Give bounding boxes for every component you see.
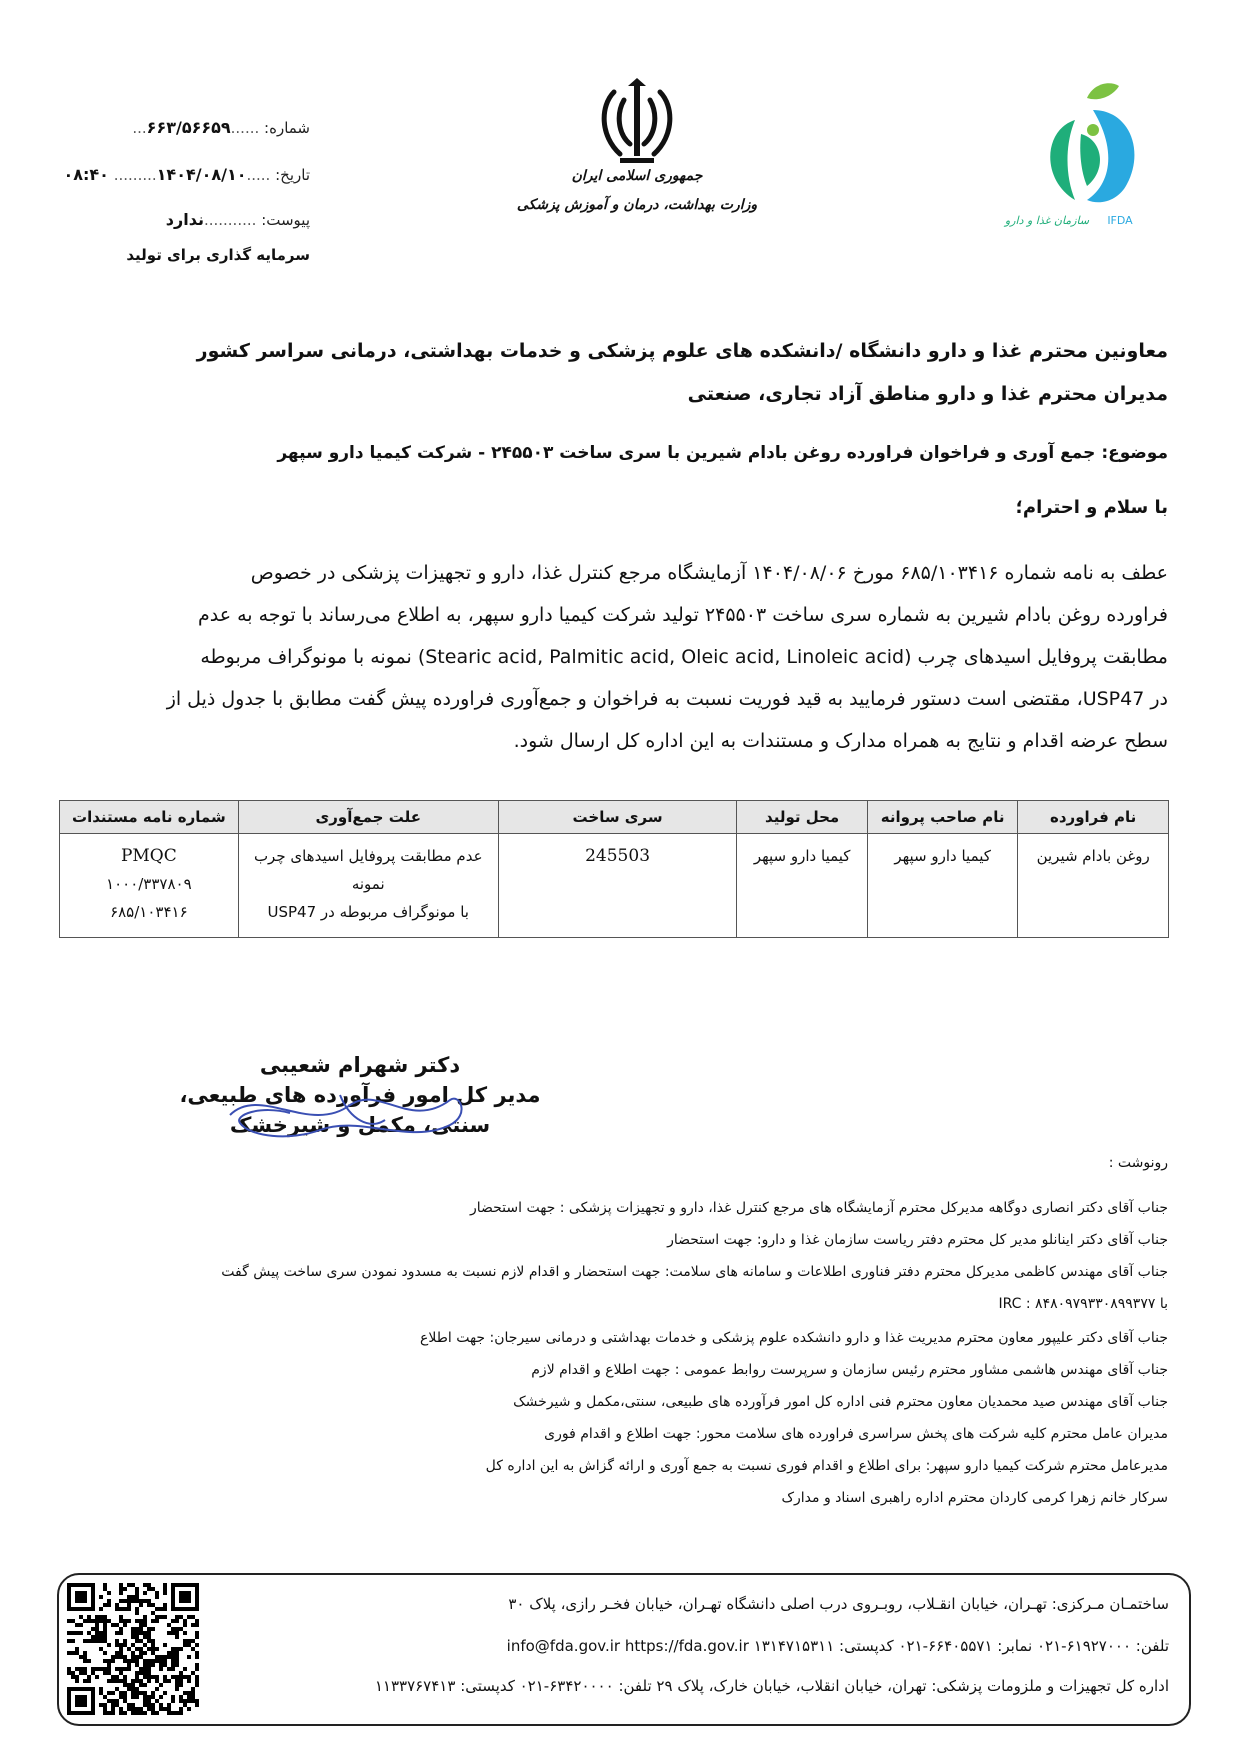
letter-date-label: تاریخ: — [275, 166, 310, 184]
iran-emblem-icon — [592, 78, 682, 168]
ifda-logo-icon — [1035, 80, 1155, 230]
cell-manufacturer: کیمیا دارو سپهر — [737, 834, 868, 938]
cc-line-6: جناب آقای مهندس هاشمی مشاور محترم رئیس سازمان و سرپرست روابط عمومی : جهت اطلاع و اقدام لازم — [531, 1362, 1168, 1378]
th-reason: علت جمع‌آوری — [238, 801, 498, 834]
cc-label: رونوشت : — [1108, 1155, 1168, 1171]
cc-line-2: جناب آقای دکتر اینانلو مدیر کل محترم دفتر ریاست سازمان غذا و دارو: جهت استحضار — [667, 1232, 1168, 1248]
cell-reason — [238, 834, 498, 938]
body-line-4: در USP47، مقتضی است دستور فرمایید به قید فوریت نسبت به فراخوان و جمع‌آوری فراورده پیش گفت مطابق با جدول ذیل از — [166, 688, 1168, 710]
letter-number-value: ۶۶۳/۵۶۶۵۹ — [146, 118, 231, 137]
footer-line-1: ساختمـان مـرکزی: تهـران، خیابان انقـلاب، روبـروی درب اصلی دانشگاه تهـران، خیابان فخـر رازی، پلاک ۳۰ — [508, 1595, 1169, 1613]
th-doc-number: شماره نامه مستندات — [60, 801, 239, 834]
cc-line-3: جناب آقای مهندس کاظمی مدیرکل محترم دفتر فناوری اطلاعات و سامانه های سلامت: جهت استحضار و اقدام لازم نسبت به مسدود نمودن سری ساخت پیش گفت — [221, 1264, 1168, 1280]
table-row — [60, 834, 1169, 938]
cc-line-1: جناب آقای دکتر انصاری دوگاهه مدیرکل محترم آزمایشگاه های مرجع کنترل غذا، دارو و تجهیزات پزشکی : جهت استحضار — [469, 1200, 1168, 1216]
emblem-line-2: وزارت بهداشت، درمان و آموزش پزشکی — [516, 197, 758, 213]
footer-line-2: تلفن: ۶۱۹۲۷۰۰۰-۰۲۱ نمابر: ۶۶۴۰۵۵۷۱-۰۲۱ کدپستی: ۱۳۱۴۷۱۵۳۱۱ info@fda.gov.ir https://fda.gov.ir — [506, 1637, 1169, 1655]
body-line-1: عطف به نامه شماره ۶۸۵/۱۰۳۴۱۶ مورخ ۱۴۰۴/۰۸/۰۶ آزمایشگاه مرجع کنترل غذا، دارو و تجهیزات پزشکی در خصوص — [250, 562, 1168, 584]
cc-line-8: مدیران عامل محترم کلیه شرکت های پخش سراسری فراورده های سلامت محور: جهت اطلاع و اقدام فوری — [544, 1426, 1168, 1442]
signature-scribble — [220, 1075, 480, 1145]
ifda-logo-text-fa: سازمان غذا و دارو — [1004, 214, 1090, 227]
cc-line-5: جناب آقای دکتر علیپور معاون محترم مدیریت غذا و دارو دانشکده علوم پزشکی و خدمات بهداشتی و درمانی سیرجان: جهت اطلاع — [420, 1330, 1168, 1346]
letter-meta — [60, 118, 310, 268]
th-manufacturer: محل تولید — [737, 801, 868, 834]
qr-code-icon — [67, 1583, 199, 1715]
emblem-line-1: جمهوری اسلامی ایران — [571, 168, 703, 184]
cell-batch: 245503 — [498, 834, 737, 938]
letter-time-value: ۰۸:۴۰ — [63, 165, 109, 184]
qr-code — [67, 1583, 199, 1715]
cell-reason-line-1: عدم مطابقت پروفایل اسیدهای چرب نمونه — [253, 847, 483, 893]
letter-number-row: شماره: ......۶۶۳/۵۶۶۵۹... — [132, 118, 310, 137]
signatory-name: دکتر شهرام شعیبی — [259, 1053, 461, 1077]
letter-attachment-label: پیوست: — [261, 211, 310, 229]
iran-emblem — [592, 78, 682, 168]
body-line-2: فراورده روغن بادام شیرین به شماره سری ساخت ۲۴۵۵۰۳ تولید شرکت کیمیا دارو سپهر، به اطلاع می‌رساند با توجه به عدم — [197, 604, 1168, 626]
cc-line-9: مدیرعامل محترم شرکت کیمیا دارو سپهر: برای اطلاع و اقدام فوری نسبت به جمع آوری و ارائه گزاش به این اداره کل — [485, 1458, 1168, 1474]
letter-number-label: شماره: — [264, 119, 310, 137]
table-header-row — [60, 801, 1169, 834]
cc-list — [68, 1200, 1168, 1520]
letter-date-value: ۱۴۰۴/۰۸/۱۰ — [156, 165, 247, 184]
cell-reason-line-2: با مونوگراف مربوطه در USP47 — [267, 903, 469, 921]
th-license-holder: نام صاحب پروانه — [867, 801, 1017, 834]
th-batch: سری ساخت — [498, 801, 737, 834]
cell-doc-number — [60, 834, 239, 938]
recipients-line-1: معاونین محترم غذا و دارو دانشگاه /دانشکده های علوم پزشکی و خدمات بهداشتی، درمانی سراسر کشور — [196, 340, 1168, 362]
cell-doc-line-1: PMQC — [120, 846, 177, 866]
th-product: نام فراورده — [1018, 801, 1169, 834]
footer-line-3: اداره کل تجهیزات و ملزومات پزشکی: تهران، خیابان انقلاب، خیابان خارک، پلاک ۲۹ تلفن: ۶۳۴۲۰۰۰۰-۰۲۱ کدپستی: ۱۱۳۳۷۶۷۴۱۳ — [374, 1677, 1169, 1695]
footer-box — [57, 1573, 1191, 1726]
body-line-3: مطابقت پروفایل اسیدهای چرب (Stearic acid, Palmitic acid, Oleic acid, Linoleic acid) نمونه با مونوگراف مربوطه — [200, 646, 1168, 668]
body-paragraph — [81, 552, 1168, 762]
cc-line-10: سرکار خانم زهرا کرمی کاردان محترم اداره راهبری اسناد و مدارک — [781, 1490, 1168, 1506]
ifda-logo-text-en: IFDA — [1107, 214, 1133, 227]
letter-date-row: تاریخ: .....۱۴۰۴/۰۸/۱۰......... ۰۸:۴۰ — [63, 165, 310, 184]
cell-doc-line-2: ۱۰۰۰/۳۳۷۸۰۹ — [106, 875, 192, 893]
slogan: سرمایه گذاری برای تولید — [126, 246, 310, 264]
recall-table — [59, 800, 1169, 938]
greeting: با سلام و احترام؛ — [1015, 497, 1168, 518]
subject: موضوع: جمع آوری و فراخوان فراورده روغن بادام شیرین با سری ساخت ۲۴۵۵۰۳ - شرکت کیمیا دارو سپهر — [277, 443, 1168, 463]
letter-attachment-row: پیوست: ...........ندارد — [165, 210, 310, 229]
cc-line-4: با IRC : ۸۴۸۰۹۷۹۳۳۰۸۹۹۳۷۷ — [998, 1296, 1168, 1312]
cc-line-7: جناب آقای مهندس صید محمدیان معاون محترم فنی اداره کل امور فرآورده های طبیعی، سنتی،مکمل و شیرخشک — [513, 1394, 1168, 1410]
signatory-title-1: مدیر کل امور فرآورده های طبیعی، — [179, 1083, 541, 1107]
cell-license-holder: کیمیا دارو سپهر — [867, 834, 1017, 938]
ifda-logo — [1004, 80, 1155, 230]
cell-product: روغن بادام شیرین — [1018, 834, 1169, 938]
letter-attachment-value: ندارد — [165, 210, 204, 229]
recipients-line-2: مدیران محترم غذا و دارو مناطق آزاد تجاری، صنعتی — [687, 383, 1168, 405]
body-line-5: سطح عرضه اقدام و نتایج به همراه مدارک و مستندات به این اداره کل ارسال شود. — [513, 730, 1168, 752]
signatory-title-2: سنتی، مکمل و شیرخشک — [229, 1113, 491, 1137]
cell-doc-line-3: ۶۸۵/۱۰۳۴۱۶ — [110, 903, 188, 921]
